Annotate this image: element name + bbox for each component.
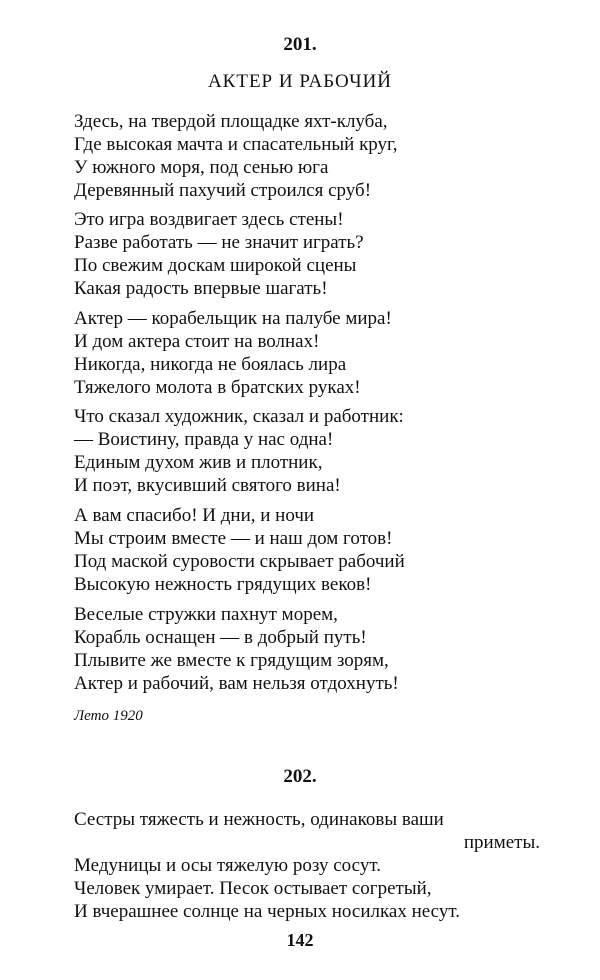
poem-line: Мы строим вместе — и наш дом готов! (74, 528, 393, 549)
stanza-1 (74, 110, 554, 202)
poem-line: — Воистину, правда у нас одна! (74, 429, 334, 450)
poem-line: Никогда, никогда не боялась лира (74, 354, 347, 375)
poem-line: Тяжелого молота в братских руках! (74, 377, 361, 398)
poem-line: Разве работать — не значит играть? (74, 232, 364, 253)
stanza-2 (74, 208, 554, 300)
poem-line: Высокую нежность грядущих веков! (74, 574, 372, 595)
stanza-4 (74, 405, 554, 497)
poem-line: Веселые стружки пахнут морем, (74, 604, 338, 625)
poem-title: АКТЕР И РАБОЧИЙ (207, 71, 393, 92)
poem-line: Единым духом жив и плотник, (74, 452, 323, 473)
page-number: 142 (286, 930, 314, 950)
poem-line: Что сказал художник, сказал и работник: (74, 406, 404, 427)
stanza-5 (74, 504, 554, 596)
poem-line: И дом актера стоит на волнах! (74, 331, 320, 352)
poem-line: И поэт, вкусивший святого вина! (74, 475, 341, 496)
stanza-3 (74, 307, 554, 399)
poem-line: Деревянный пахучий строился сруб! (74, 180, 372, 201)
poem-line-continuation: приметы. (463, 832, 540, 853)
stanza-6 (74, 603, 554, 695)
poem-line: По свежим доскам широкой сцены (74, 255, 357, 276)
poem-line: Где высокая мачта и спасательный круг, (74, 134, 398, 155)
poem-date: Лето 1920 (74, 708, 143, 724)
poem-line: Под маской суровости скрывает рабочий (74, 551, 405, 572)
poem-line: Актер и рабочий, вам нельзя отдохнуть! (74, 673, 399, 694)
poem-line: Плывите же вместе к грядущим зорям, (74, 650, 389, 671)
poem-line: Здесь, на твердой площадке яхт-клуба, (74, 111, 388, 132)
poem-line: И вчерашнее солнце на черных носилках несут. (74, 901, 460, 922)
poem-line: Какая радость впервые шагать! (74, 278, 328, 299)
poem-number-201: 201. (283, 34, 317, 55)
poem-number-202: 202. (283, 766, 317, 787)
poem-line: Актер — корабельщик на палубе мира! (74, 308, 392, 329)
poem-line: У южного моря, под сенью юга (74, 157, 329, 178)
poem-line: Это игра воздвигает здесь стены! (74, 209, 344, 230)
poem-line: Сестры тяжесть и нежность, одинаковы ваши (74, 809, 444, 830)
poem-line: Медуницы и осы тяжелую розу сосут. (74, 855, 381, 876)
poem-line: Корабль оснащен — в добрый путь! (74, 627, 367, 648)
stanza-202-1 (74, 808, 554, 923)
poem-line: Человек умирает. Песок остывает согретый, (74, 878, 432, 899)
poem-line: А вам спасибо! И дни, и ночи (74, 505, 315, 526)
